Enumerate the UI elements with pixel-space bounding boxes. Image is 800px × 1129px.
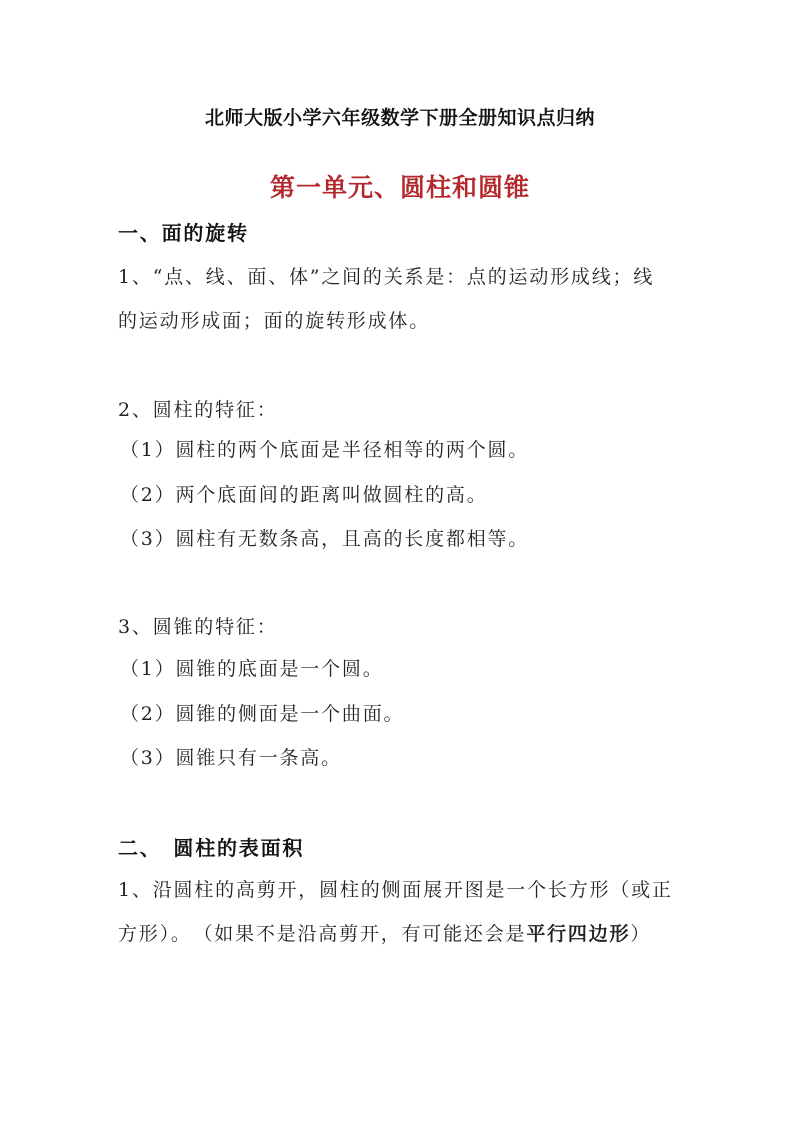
paragraph-line: 的运动形成面；面的旋转形成体。 xyxy=(118,310,431,332)
paragraph-text: ） xyxy=(630,923,652,945)
emphasis-text: 平行四边形 xyxy=(526,923,631,945)
list-item: （2）圆锥的侧面是一个曲面。 xyxy=(120,703,405,725)
item-title-cylinder-features: 2、圆柱的特征： xyxy=(118,399,278,421)
section-heading-surface-area: 二、 圆柱的表面积 xyxy=(118,836,305,860)
list-item: （3）圆柱有无数条高，且高的长度都相等。 xyxy=(120,528,530,550)
section-heading-rotation: 一、面的旋转 xyxy=(118,221,249,245)
unit-title: 第一单元、圆柱和圆锥 xyxy=(269,173,530,202)
item-title-cone-features: 3、圆锥的特征： xyxy=(118,616,278,638)
list-item: （2）两个底面间的距离叫做圆柱的高。 xyxy=(120,484,488,506)
document-title: 北师大版小学六年级数学下册全册知识点归纳 xyxy=(204,107,595,129)
paragraph-text: 方形）。 （如果不是沿高剪开，有可能还会是 xyxy=(118,923,527,945)
paragraph-line: 1、沿圆柱的高剪开，圆柱的侧面展开图是一个长方形（或正 xyxy=(118,879,673,901)
list-item: （3）圆锥只有一条高。 xyxy=(120,747,342,769)
list-item: （1）圆柱的两个底面是半径相等的两个圆。 xyxy=(120,439,530,461)
paragraph-line: 1、“点、线、面、体”之间的关系是：点的运动形成线；线 xyxy=(118,266,655,288)
list-item: （1）圆锥的底面是一个圆。 xyxy=(120,658,384,680)
paragraph-line xyxy=(118,919,651,946)
